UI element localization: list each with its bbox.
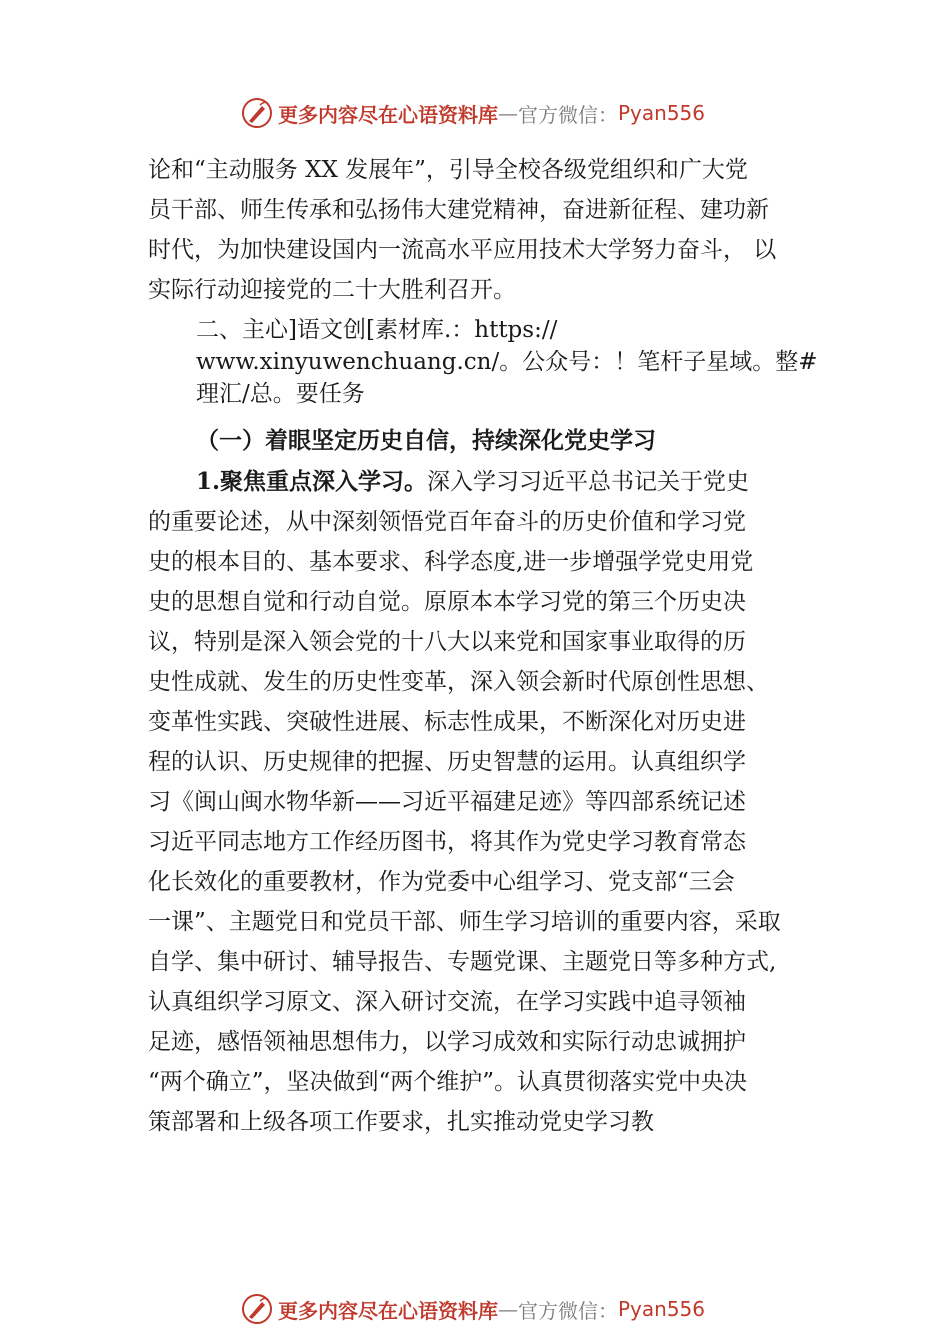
text-line: 策部署和上级各项工作要求，扎实推动党史学习教 — [148, 1109, 654, 1135]
text-line: 议，特别是深入领会党的十八大以来党和国家事业取得的历 — [148, 629, 746, 655]
watermark-banner-bottom — [240, 1292, 760, 1326]
text-line: 变革性实践、突破性进展、标志性成果，不断深化对历史进 — [148, 709, 746, 735]
watermark-official-label: 官方微信： — [518, 1298, 618, 1323]
watermark-brand: 更多内容尽在心语资料库 — [278, 1298, 498, 1323]
text-line: 习《闽山闽水物华新——习近平福建足迹》等四部系统记述 — [148, 789, 746, 815]
text-line: 化长效化的重要教材，作为党委中心组学习、党支部“三会 — [148, 869, 735, 895]
text-line: 史的根本目的、基本要求、科学态度,进一步增强学党史用党 — [148, 549, 754, 575]
watermark-separator: — — [498, 101, 518, 125]
text-line: 程的认识、历史规律的把握、历史智慧的运用。认真组织学 — [148, 749, 746, 775]
pen-logo-icon — [240, 96, 274, 130]
text-line: 论和“主动服务 XX 发展年”，引导全校各级党组织和广大党 — [148, 157, 748, 183]
text-line: 史的思想自觉和行动自觉。原原本本学习党的第三个历史决 — [148, 589, 746, 615]
text-line: 的重要论述，从中深刻领悟党百年奋斗的历史价值和学习党 — [148, 509, 746, 535]
subheading: （一）着眼坚定历史自信，持续深化党史学习 — [196, 427, 656, 454]
watermark-separator: — — [498, 1297, 518, 1321]
text-line: 习近平同志地方工作经历图书，将其作为党史学习教育常态 — [148, 829, 746, 855]
item-first-line — [148, 462, 838, 502]
text-line: 员干部、师生传承和弘扬伟大建党精神，奋进新征程、建功新 — [148, 197, 769, 223]
item-title: 1.聚焦重点深入学习。 — [196, 468, 428, 495]
text-line: 一课”、主题党日和党员干部、师生学习培训的重要内容，采取 — [148, 909, 781, 935]
text-line: 足迹，感悟领袖思想伟力，以学习成效和实际行动忠诚拥护 — [148, 1029, 746, 1055]
section-heading-line: www.xinyuwenchuang.cn/。公众号：！笔杆子星域。整# — [196, 349, 818, 375]
document-body — [148, 150, 838, 1142]
pen-logo-icon — [240, 1292, 274, 1326]
text-line: 认真组织学习原文、深入研讨交流，在学习实践中追寻领袖 — [148, 989, 746, 1015]
item-first-text: 深入学习习近平总书记关于党史 — [427, 469, 750, 495]
watermark-wechat-id: Pyan556 — [618, 1297, 706, 1321]
text-line: “两个确立”，坚决做到“两个维护”。认真贯彻落实党中央决 — [148, 1069, 748, 1095]
text-line: 实际行动迎接党的二十大胜利召开。 — [148, 277, 516, 303]
section-heading-line: 二、主心]语文创[素材库.：https:// — [196, 317, 558, 343]
section-heading-line: 理汇/总。要任务 — [196, 381, 365, 407]
watermark-wechat-id: Pyan556 — [618, 101, 706, 125]
watermark-banner-top — [240, 96, 760, 130]
watermark-official-label: 官方微信： — [518, 102, 618, 127]
watermark-brand: 更多内容尽在心语资料库 — [278, 102, 498, 127]
text-line: 史性成就、发生的历史性变革，深入领会新时代原创性思想、 — [148, 669, 769, 695]
text-line: 时代，为加快建设国内一流高水平应用技术大学努力奋斗， 以 — [148, 237, 777, 263]
text-line: 自学、集中研讨、辅导报告、专题党课、主题党日等多种方式, — [148, 949, 777, 975]
